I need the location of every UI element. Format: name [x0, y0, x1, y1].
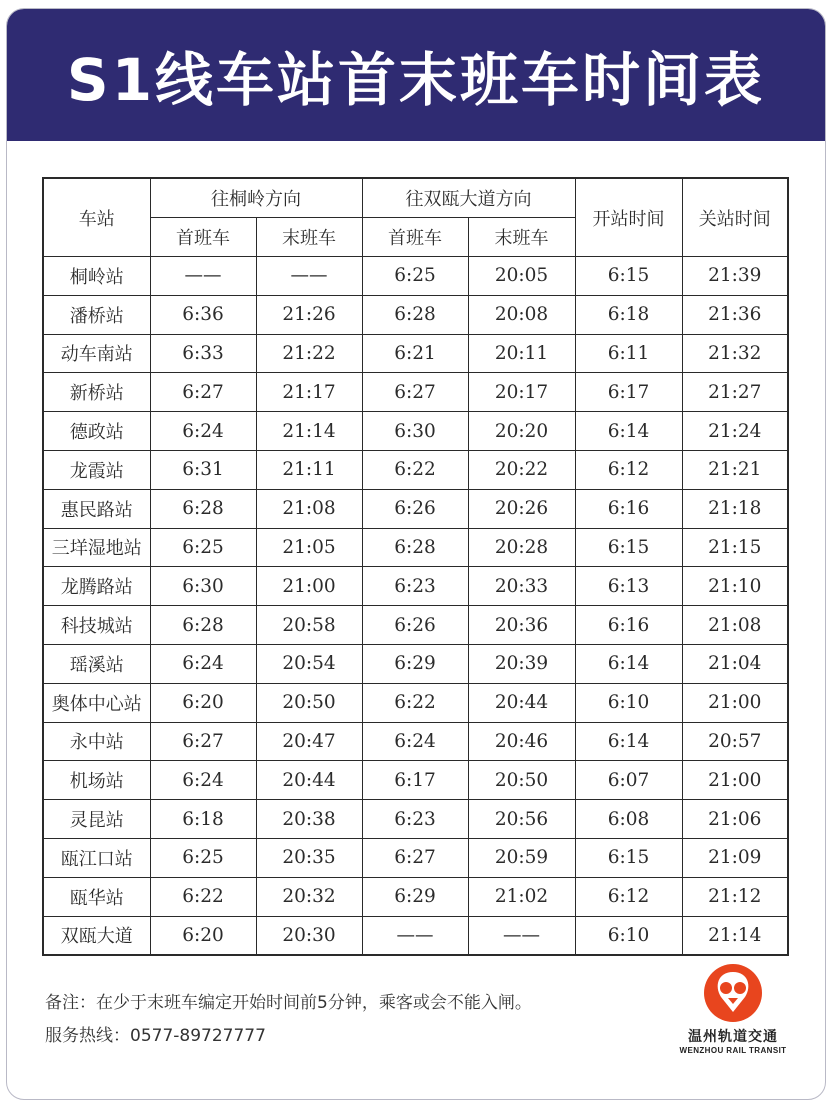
station-name-cell: 永中站	[43, 722, 150, 761]
station-name-cell: 潘桥站	[43, 295, 150, 334]
close-time-cell: 21:21	[682, 450, 788, 489]
timetable-body	[43, 178, 788, 955]
table-row	[43, 838, 788, 877]
header-close-time: 关站时间	[682, 178, 788, 257]
open-time-cell: 6:13	[575, 567, 682, 606]
table-row	[43, 800, 788, 839]
shuangou-last-cell: 20:11	[468, 334, 575, 373]
close-time-cell: 21:24	[682, 412, 788, 451]
shuangou-first-cell: 6:28	[362, 528, 468, 567]
shuangou-last-cell: 20:50	[468, 761, 575, 800]
tongling-first-cell: 6:33	[150, 334, 256, 373]
tongling-first-cell: 6:28	[150, 606, 256, 645]
tongling-last-cell: 20:38	[256, 800, 362, 839]
station-name-cell: 灵昆站	[43, 800, 150, 839]
page-title: S1线车站首末班车时间表	[66, 46, 766, 114]
station-name-cell: 动车南站	[43, 334, 150, 373]
header-row-1	[43, 178, 788, 218]
shuangou-last-cell: 20:22	[468, 450, 575, 489]
tongling-last-cell: 20:44	[256, 761, 362, 800]
shuangou-first-cell: 6:17	[362, 761, 468, 800]
table-row	[43, 877, 788, 916]
tongling-last-cell: 21:22	[256, 334, 362, 373]
tongling-last-cell: 20:50	[256, 683, 362, 722]
open-time-cell: 6:17	[575, 373, 682, 412]
tongling-last-cell: 20:32	[256, 877, 362, 916]
open-time-cell: 6:14	[575, 412, 682, 451]
header-station: 车站	[43, 178, 150, 257]
shuangou-last-cell: 20:26	[468, 489, 575, 528]
title-banner	[7, 9, 825, 141]
tongling-last-cell: 21:26	[256, 295, 362, 334]
station-name-cell: 瓯江口站	[43, 838, 150, 877]
table-row	[43, 606, 788, 645]
shuangou-first-cell: 6:26	[362, 606, 468, 645]
shuangou-last-cell: 20:20	[468, 412, 575, 451]
shuangou-last-cell: 20:28	[468, 528, 575, 567]
tongling-first-cell: 6:28	[150, 489, 256, 528]
table-row	[43, 683, 788, 722]
shuangou-first-cell: 6:30	[362, 412, 468, 451]
table-row	[43, 295, 788, 334]
close-time-cell: 21:15	[682, 528, 788, 567]
logo-en-text: WENZHOU RAIL TRANSIT	[679, 1046, 787, 1055]
close-time-cell: 21:14	[682, 916, 788, 955]
close-time-cell: 21:04	[682, 644, 788, 683]
header-dir-shuangou: 往双瓯大道方向	[362, 178, 575, 218]
close-time-cell: 21:08	[682, 606, 788, 645]
tongling-first-cell: 6:27	[150, 373, 256, 412]
open-time-cell: 6:11	[575, 334, 682, 373]
close-time-cell: 21:39	[682, 257, 788, 296]
tongling-first-cell: 6:30	[150, 567, 256, 606]
shuangou-last-cell: 20:56	[468, 800, 575, 839]
close-time-cell: 21:00	[682, 683, 788, 722]
header-dir-tongling: 往桐岭方向	[150, 178, 362, 218]
shuangou-first-cell: 6:25	[362, 257, 468, 296]
close-time-cell: 21:27	[682, 373, 788, 412]
close-time-cell: 21:00	[682, 761, 788, 800]
shuangou-first-cell: 6:27	[362, 373, 468, 412]
tongling-last-cell: 20:47	[256, 722, 362, 761]
shuangou-last-cell: 20:59	[468, 838, 575, 877]
open-time-cell: 6:12	[575, 877, 682, 916]
shuangou-last-cell: 20:39	[468, 644, 575, 683]
close-time-cell: 21:06	[682, 800, 788, 839]
table-row	[43, 916, 788, 955]
table-row	[43, 412, 788, 451]
table-row	[43, 722, 788, 761]
tongling-first-cell: 6:24	[150, 412, 256, 451]
header-shuangou-last: 末班车	[468, 218, 575, 257]
brand-logo	[671, 962, 795, 1070]
shuangou-last-cell: 20:36	[468, 606, 575, 645]
timetable-card	[6, 8, 826, 1100]
close-time-cell: 21:18	[682, 489, 788, 528]
table-row	[43, 373, 788, 412]
shuangou-first-cell: 6:28	[362, 295, 468, 334]
tongling-last-cell: 21:00	[256, 567, 362, 606]
open-time-cell: 6:07	[575, 761, 682, 800]
close-time-cell: 21:09	[682, 838, 788, 877]
station-name-cell: 奥体中心站	[43, 683, 150, 722]
open-time-cell: 6:08	[575, 800, 682, 839]
open-time-cell: 6:16	[575, 489, 682, 528]
station-name-cell: 瑶溪站	[43, 644, 150, 683]
shuangou-first-cell: 6:29	[362, 877, 468, 916]
close-time-cell: 20:57	[682, 722, 788, 761]
tongling-first-cell: ——	[150, 257, 256, 296]
header-open-time: 开站时间	[575, 178, 682, 257]
shuangou-last-cell: 21:02	[468, 877, 575, 916]
tongling-last-cell: 20:54	[256, 644, 362, 683]
tongling-last-cell: 20:35	[256, 838, 362, 877]
shuangou-first-cell: 6:26	[362, 489, 468, 528]
tongling-first-cell: 6:36	[150, 295, 256, 334]
open-time-cell: 6:14	[575, 722, 682, 761]
table-row	[43, 528, 788, 567]
tongling-first-cell: 6:24	[150, 761, 256, 800]
close-time-cell: 21:12	[682, 877, 788, 916]
shuangou-first-cell: 6:21	[362, 334, 468, 373]
remark-text: 备注：在少于末班车编定开始时间前5分钟，乘客或会不能入闸。	[45, 993, 532, 1013]
shuangou-last-cell: 20:33	[468, 567, 575, 606]
open-time-cell: 6:12	[575, 450, 682, 489]
timetable	[42, 177, 789, 956]
tongling-first-cell: 6:18	[150, 800, 256, 839]
close-time-cell: 21:10	[682, 567, 788, 606]
table-row	[43, 644, 788, 683]
tongling-last-cell: 21:14	[256, 412, 362, 451]
shuangou-last-cell: 20:46	[468, 722, 575, 761]
shuangou-first-cell: 6:27	[362, 838, 468, 877]
shuangou-first-cell: 6:24	[362, 722, 468, 761]
open-time-cell: 6:16	[575, 606, 682, 645]
station-name-cell: 双瓯大道	[43, 916, 150, 955]
shuangou-last-cell: 20:05	[468, 257, 575, 296]
table-row	[43, 334, 788, 373]
shuangou-last-cell: 20:08	[468, 295, 575, 334]
open-time-cell: 6:15	[575, 528, 682, 567]
table-row	[43, 489, 788, 528]
station-name-cell: 龙霞站	[43, 450, 150, 489]
station-name-cell: 惠民路站	[43, 489, 150, 528]
logo-cn-text: 温州轨道交通	[688, 1029, 778, 1045]
header-tongling-last: 末班车	[256, 218, 362, 257]
tongling-first-cell: 6:22	[150, 877, 256, 916]
station-name-cell: 三垟湿地站	[43, 528, 150, 567]
shuangou-first-cell: 6:23	[362, 567, 468, 606]
tongling-last-cell: 21:08	[256, 489, 362, 528]
header-tongling-first: 首班车	[150, 218, 256, 257]
station-name-cell: 龙腾路站	[43, 567, 150, 606]
open-time-cell: 6:14	[575, 644, 682, 683]
shuangou-first-cell: 6:29	[362, 644, 468, 683]
tongling-last-cell: ——	[256, 257, 362, 296]
tongling-first-cell: 6:20	[150, 683, 256, 722]
table-row	[43, 567, 788, 606]
close-time-cell: 21:32	[682, 334, 788, 373]
tongling-last-cell: 21:11	[256, 450, 362, 489]
table-row	[43, 450, 788, 489]
table-row	[43, 257, 788, 296]
notes	[45, 987, 532, 1053]
tongling-first-cell: 6:24	[150, 644, 256, 683]
tongling-first-cell: 6:25	[150, 838, 256, 877]
open-time-cell: 6:15	[575, 838, 682, 877]
tongling-last-cell: 21:17	[256, 373, 362, 412]
shuangou-last-cell: 20:44	[468, 683, 575, 722]
station-name-cell: 机场站	[43, 761, 150, 800]
open-time-cell: 6:10	[575, 683, 682, 722]
shuangou-first-cell: ——	[362, 916, 468, 955]
tongling-last-cell: 21:05	[256, 528, 362, 567]
table-row	[43, 761, 788, 800]
header-shuangou-first: 首班车	[362, 218, 468, 257]
tongling-first-cell: 6:25	[150, 528, 256, 567]
tongling-last-cell: 20:58	[256, 606, 362, 645]
shuangou-first-cell: 6:22	[362, 683, 468, 722]
station-name-cell: 科技城站	[43, 606, 150, 645]
tongling-first-cell: 6:27	[150, 722, 256, 761]
open-time-cell: 6:15	[575, 257, 682, 296]
tongling-first-cell: 6:31	[150, 450, 256, 489]
shuangou-last-cell: ——	[468, 916, 575, 955]
shuangou-first-cell: 6:23	[362, 800, 468, 839]
hotline-text: 服务热线：0577-89727777	[45, 1026, 266, 1046]
tongling-last-cell: 20:30	[256, 916, 362, 955]
tongling-first-cell: 6:20	[150, 916, 256, 955]
station-name-cell: 德政站	[43, 412, 150, 451]
shuangou-last-cell: 20:17	[468, 373, 575, 412]
wenzhou-rail-logo-icon	[702, 962, 764, 1024]
station-name-cell: 瓯华站	[43, 877, 150, 916]
open-time-cell: 6:18	[575, 295, 682, 334]
station-name-cell: 桐岭站	[43, 257, 150, 296]
open-time-cell: 6:10	[575, 916, 682, 955]
close-time-cell: 21:36	[682, 295, 788, 334]
shuangou-first-cell: 6:22	[362, 450, 468, 489]
station-name-cell: 新桥站	[43, 373, 150, 412]
